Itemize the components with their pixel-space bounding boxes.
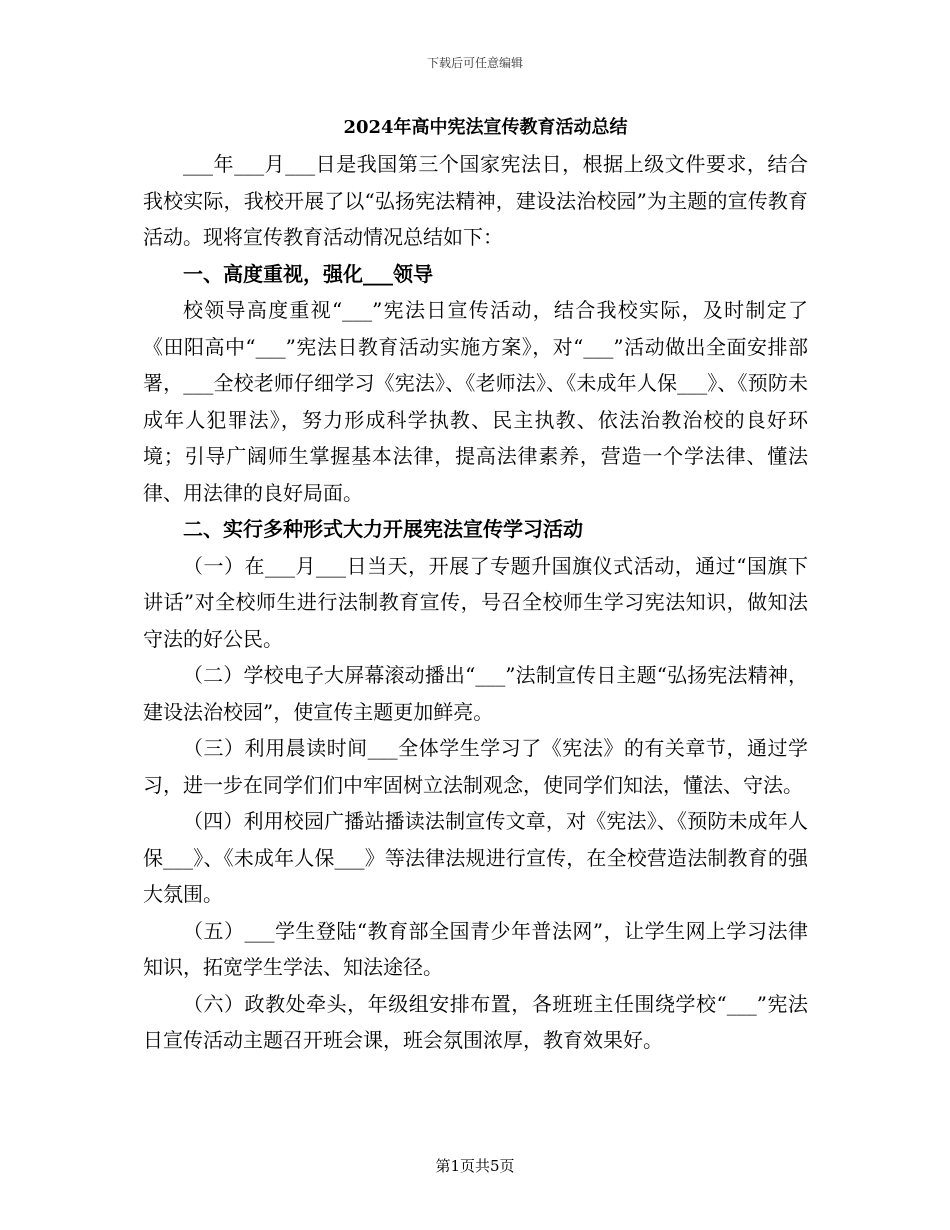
section-2-item: （二）学校电子大屏幕滚动播出“___”法制宣传日主题“弘扬宪法精神，建设法治校园”，使宣传主题更加鲜亮。 — [143, 663, 808, 724]
section-2-item: （四）利用校园广播站播读法制宣传文章，对《宪法》、《预防未成年人保___》、《未成年人保___》等法律法规进行宣传，在全校营造法制教育的强大氛围。 — [143, 809, 808, 906]
header-note: 下载后可任意编辑 — [426, 56, 523, 70]
document-body — [143, 112, 808, 1059]
document-title: 2024年高中宪法宣传教育活动总结 — [343, 117, 628, 138]
page-indicator: 第1页共5页 — [435, 1157, 515, 1175]
section-1-heading: 一、高度重视，强化___领导 — [183, 261, 433, 286]
intro-paragraph: ___年___月___日是我国第三个国家宪法日，根据上级文件要求，结合我校实际，我校开展了以“弘扬宪法精神，建设法治校园”为主题的宣传教育活动。现将宣传教育活动情况总结如下： — [143, 152, 808, 249]
section-2-item: （三）利用晨读时间___全体学生学习了《宪法》的有关章节，通过学习，进一步在同学们们中牢固树立法制观念，使同学们知法，懂法、守法。 — [143, 736, 808, 797]
section-2-heading: 二、实行多种形式大力开展宪法宣传学习活动 — [183, 517, 583, 541]
section-2-item: （六）政教处牵头，年级组安排布置，各班班主任围绕学校“___”宪法日宣传活动主题召开班会课，班会氛围浓厚，教育效果好。 — [143, 991, 808, 1052]
section-2-item: （五）___学生登陆“教育部全国青少年普法网”，让学生网上学习法律知识，拓宽学生学法、知法途径。 — [143, 918, 808, 979]
section-2-item: （一）在___月___日当天，开展了专题升国旗仪式活动，通过“国旗下讲话”对全校师生进行法制教育宣传，号召全校师生学习宪法知识，做知法守法的好公民。 — [143, 553, 808, 651]
section-1-body: 校领导高度重视“___”宪法日宣传活动，结合我校实际，及时制定了《田阳高中“___”宪法日教育活动实施方案》，对“___”活动做出全面安排部署，___全校老师仔细学习《宪法》、《老师法》、《未成年人保___》、《预防未成年人犯罪法》，努力形成科学执教、民主执教、依法治教治校的良好环境；引导广阔师生掌握基本法律，提高法律素养，营造一个学法律、懂法律、用法律的良好局面。 — [143, 298, 808, 505]
